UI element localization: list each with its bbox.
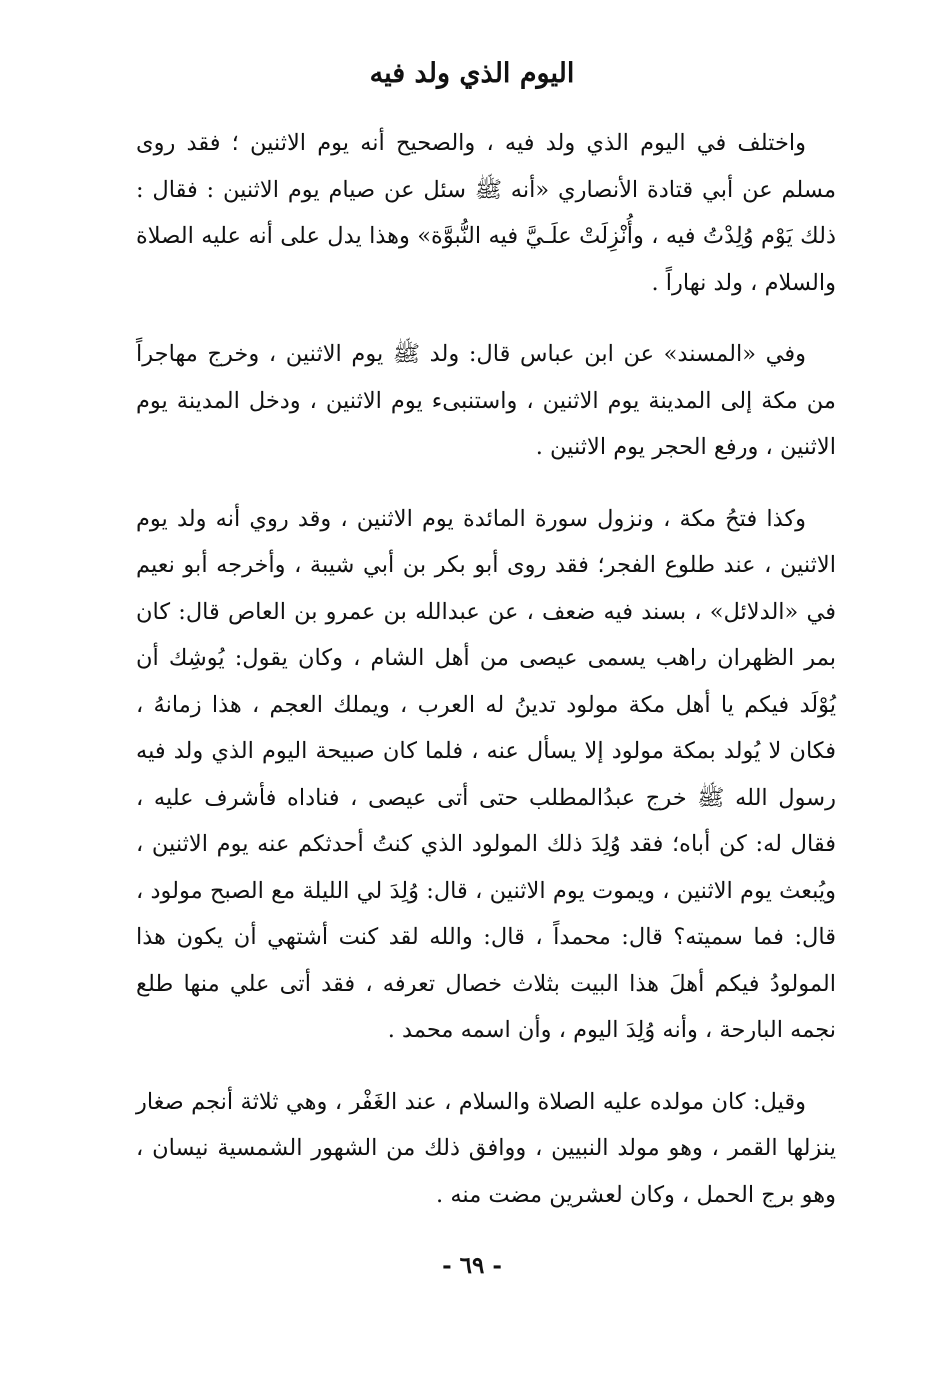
paragraph-4: وقيل: كان مولده عليه الصلاة والسلام ، عند الغَفْر ، وهي ثلاثة أنجم صغار ينزلها القمر ، وهو مولد النبيين ، ووافق ذلك من الشهور الشمسية نيسان ، وهو برج الحمل ، وكان لعشرين مضت منه . (136, 1088, 836, 1208)
paragraph-2: وفي «المسند» عن ابن عباس قال: ولد ﷺ يوم الاثنين ، وخرج مهاجراً من مكة إلى المدينة يوم الاثنين ، واستنبىء يوم الاثنين ، ودخل المدينة يوم الاثنين ، ورفع الحجر يوم الاثنين . (136, 341, 836, 460)
body-text (136, 120, 836, 1243)
paragraph-1: واختلف في اليوم الذي ولد فيه ، والصحيح أنه يوم الاثنين ؛ فقد روى مسلم عن أبي قتادة الأنصاري «أنه ﷺ سئل عن صيام يوم الاثنين : فقال : ذلك يَوْم وُلِدْتُ فيه ، وأُنْزِلَتْ علَـيَّ فيه النُّبوَّة» وهذا يدل على أنه عليه الصلاة والسلام ، ولد نهاراً . (136, 130, 836, 296)
page-number: - ٦٩ - (442, 1252, 502, 1279)
paragraph-3: وكذا فتحُ مكة ، ونزول سورة المائدة يوم الاثنين ، وقد روي أنه ولد يوم الاثنين ، عند طلوع الفجر؛ فقد روى أبو بكر بن أبي شيبة ، وأخرجه أبو نعيم في «الدلائل» ، بسند فيه ضعف ، عن عبدالله بن عمرو بن العاص قال: كان بمر الظهران راهب يسمى عيصى من أهل الشام ، وكان يقول: يُوشِك أن يُوْلَد فيكم يا أهل مكة مولود تدينُ له العرب ، ويملك العجم ، هذا زمانهُ ، فكان لا يُولد بمكة مولود إلا يسأل عنه ، فلما كان صبيحة اليوم الذي ولد فيه رسول الله ﷺ خرج عبدُالمطلب حتى أتى عيصى ، فناداه فأشرف عليه ، فقال له: كن أباه؛ فقد وُلِدَ ذلك المولود الذي كنتُ أحدثكم عنه يوم الاثنين ، ويُبعث يوم الاثنين ، ويموت يوم الاثنين ، قال: وُلِدَ لي الليلة مع الصبح مولود ، قال: فما سميته؟ قال: محمداً ، قال: والله لقد كنت أشتهي أن يكون هذا المولودُ فيكم أهلَ هذا البيت بثلاث خصال تعرفه ، فقد أتى علي منها طلع نجمه البارحة ، وأنه وُلِدَ اليوم ، وأن اسمه محمد . (136, 505, 836, 1043)
page-title: اليوم الذي ولد فيه (369, 58, 575, 89)
